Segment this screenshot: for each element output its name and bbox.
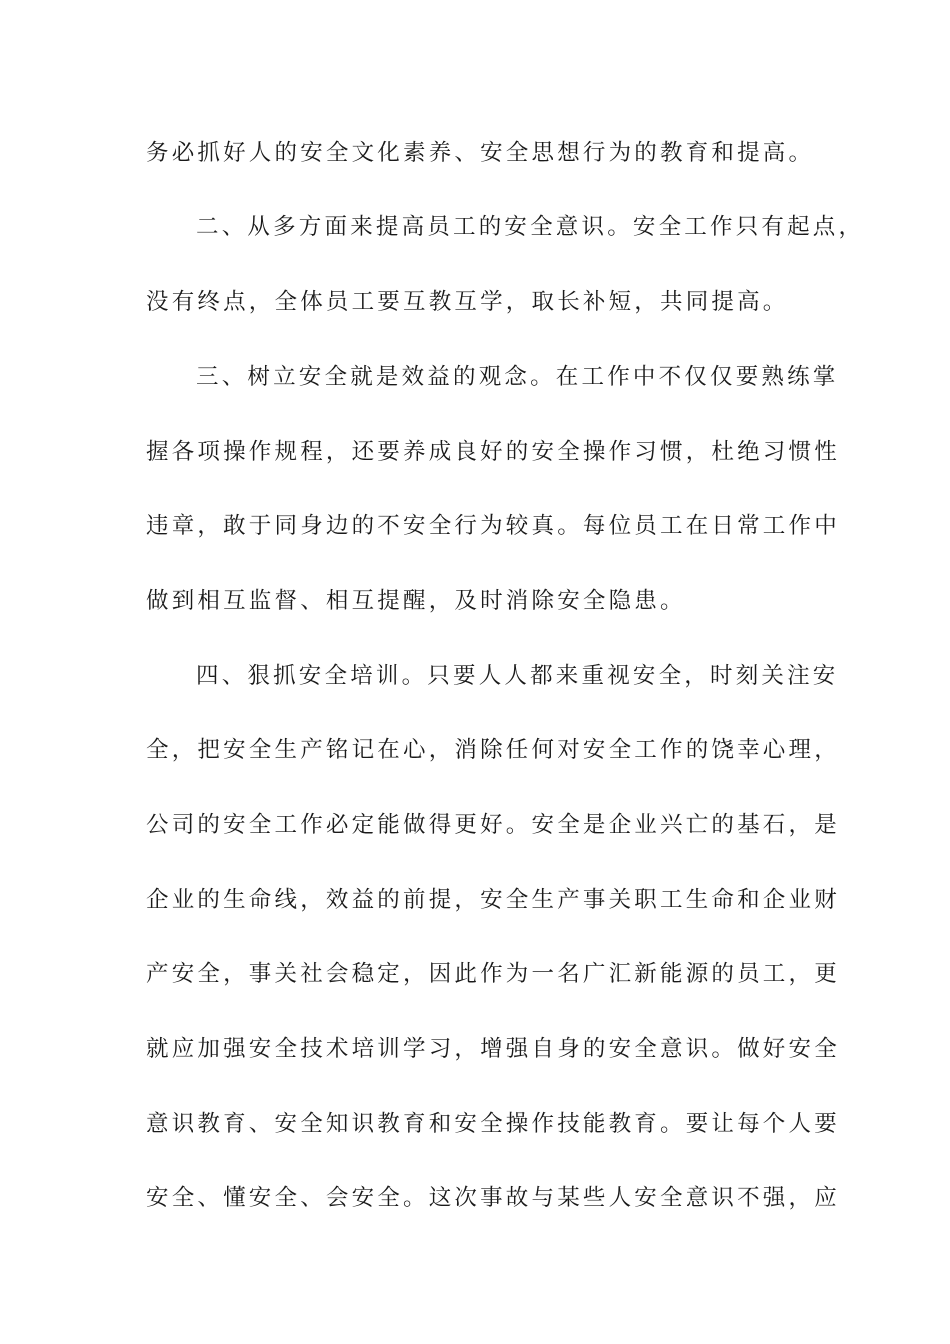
text-line: 就应加强安全技术培训学习，增强自身的安全意识。做好安全: [146, 1036, 840, 1062]
text-line: 安全、懂安全、会安全。这次事故与某些人安全意识不强，应: [146, 1185, 840, 1211]
text-line: 企业的生命线，效益的前提，安全生产事关职工生命和企业财: [146, 887, 840, 913]
text-line: 务必抓好人的安全文化素养、安全思想行为的教育和提高。: [146, 140, 815, 166]
text-line: 做到相互监督、相互提醒，及时消除安全隐患。: [146, 588, 686, 614]
paragraph-two-start: 二、从多方面来提高员工的安全意识。安全工作只有起点，: [196, 214, 865, 240]
paragraph-four-start: 四、狠抓安全培训。只要人人都来重视安全，时刻关注安: [196, 663, 839, 689]
text-line: 没有终点，全体员工要互教互学，取长补短，共同提高。: [146, 289, 789, 315]
text-line: 意识教育、安全知识教育和安全操作技能教育。要让每个人要: [146, 1111, 840, 1137]
text-line: 全，把安全生产铭记在心，消除任何对安全工作的饶幸心理，: [146, 737, 840, 763]
paragraph-three-start: 三、树立安全就是效益的观念。在工作中不仅仅要熟练掌: [196, 364, 839, 390]
text-line: 产安全，事关社会稳定，因此作为一名广汇新能源的员工，更: [146, 961, 840, 987]
text-line: 公司的安全工作必定能做得更好。安全是企业兴亡的基石，是: [146, 812, 840, 838]
text-line: 违章，敢于同身边的不安全行为较真。每位员工在日常工作中: [146, 513, 840, 539]
text-line: 握各项操作规程，还要养成良好的安全操作习惯，杜绝习惯性: [146, 439, 840, 465]
